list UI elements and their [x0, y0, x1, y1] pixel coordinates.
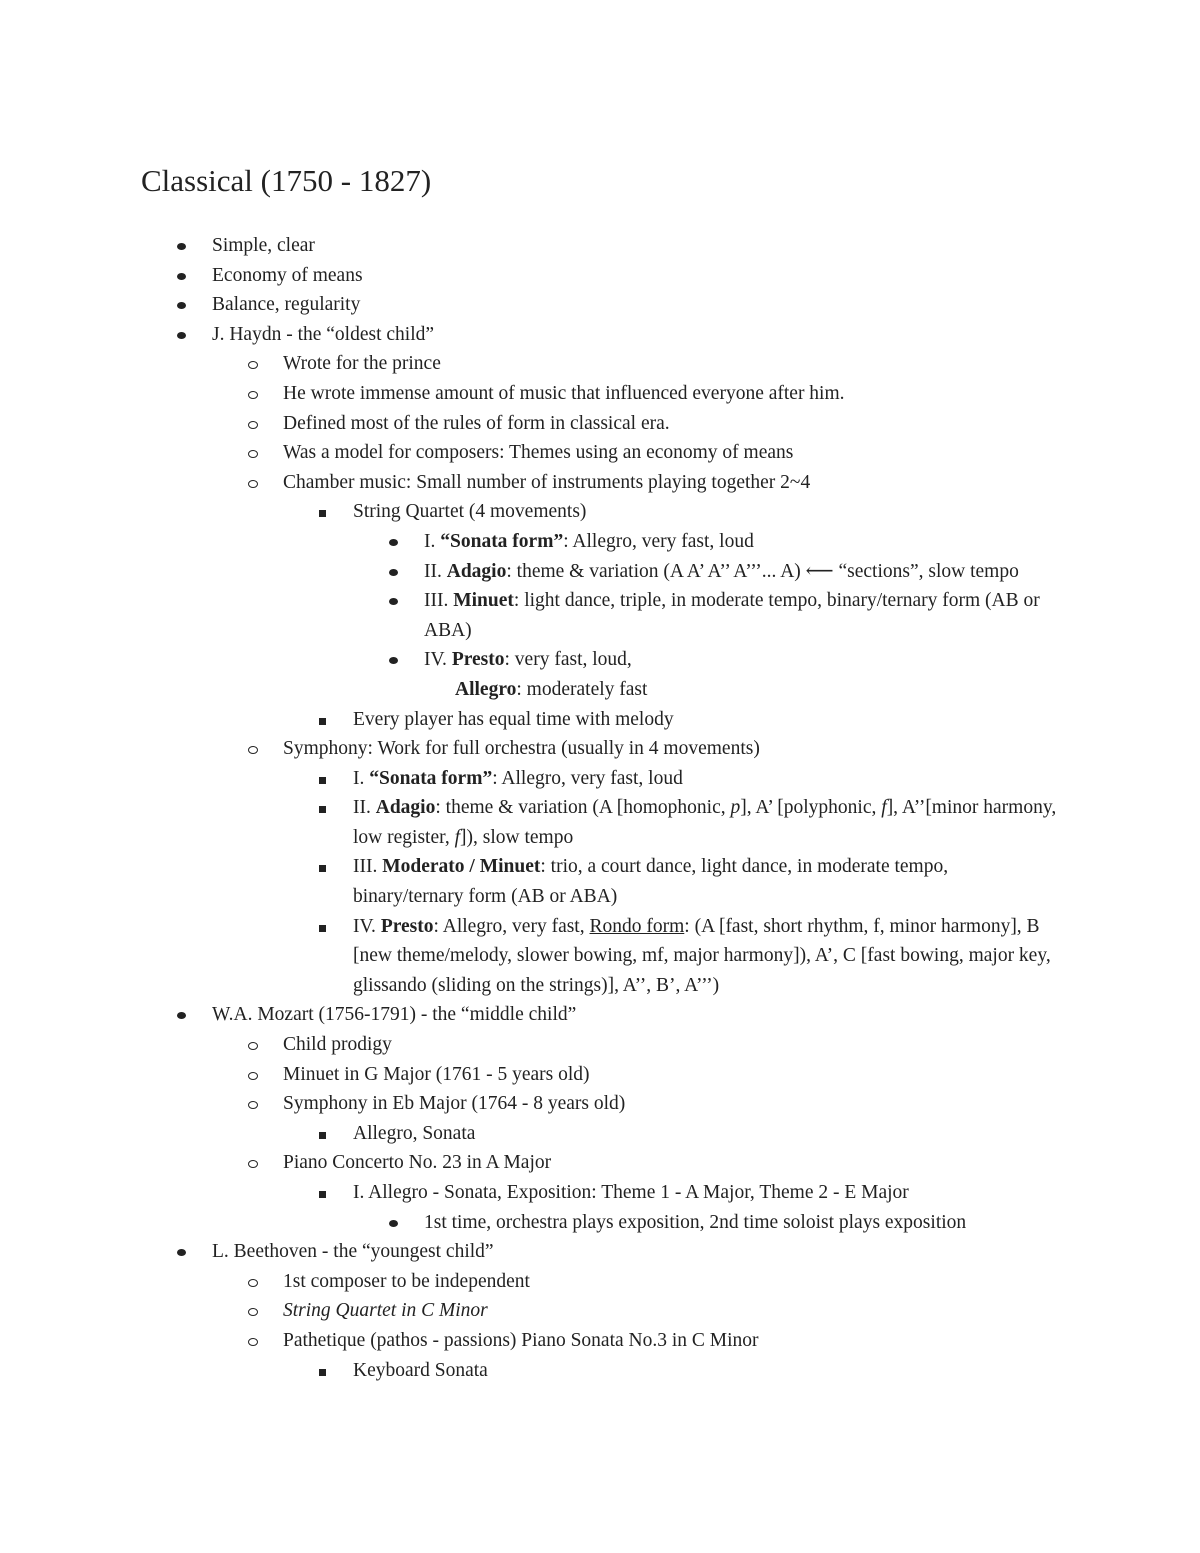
list-item: IV. Presto: Allegro, very fast, Rondo form: (A [fast, short rhythm, f, minor harmony], B [new theme/melody, slower bowing, mf, major harmony]), A’, C [fast bowing, major key, glissando (sliding on the strings)], A’’, B’, A’’’) — [353, 915, 1051, 996]
list-item: II. Adagio: theme & variation (A [homophonic, p], A’ [polyphonic, f], A’’[minor harmony, low register, f]), slow tempo — [353, 797, 1057, 848]
list-item: III. Minuet: light dance, triple, in moderate tempo, binary/ternary form (AB or ABA) — [424, 590, 1040, 641]
list-item: Defined most of the rules of form in classical era. — [283, 412, 670, 434]
list-item: I. “Sonata form”: Allegro, very fast, loud — [424, 530, 754, 552]
list-item: Minuet in G Major (1761 - 5 years old) — [283, 1063, 590, 1085]
list-item: II. Adagio: theme & variation (A A’ A’’ A’’’... A) ⟵ “sections”, slow tempo — [424, 560, 1019, 582]
list-item: String Quartet in C Minor — [283, 1300, 488, 1322]
list-item: I. Allegro - Sonata, Exposition: Theme 1 - A Major, Theme 2 - E Major — [353, 1182, 909, 1203]
list-item: Pathetique (pathos - passions) Piano Sonata No.3 in C Minor — [283, 1329, 759, 1351]
list-item: String Quartet (4 movements) — [353, 501, 587, 523]
list-item-haydn: J. Haydn - the “oldest child” — [212, 323, 435, 345]
list-item: He wrote immense amount of music that influenced everyone after him. — [283, 382, 845, 404]
list-item-continuation: Allegro: moderately fast — [455, 678, 648, 700]
list-item: I. “Sonata form”: Allegro, very fast, loud — [353, 767, 683, 789]
list-item: 1st composer to be independent — [283, 1270, 530, 1292]
list-item: Symphony in Eb Major (1764 - 8 years old) — [283, 1093, 626, 1115]
list-item: 1st time, orchestra plays exposition, 2nd time soloist plays exposition — [424, 1211, 967, 1233]
list-item: Keyboard Sonata — [353, 1359, 488, 1381]
list-item: Child prodigy — [283, 1034, 392, 1056]
list-item: Every player has equal time with melody — [353, 708, 674, 730]
list-item: Economy of means — [212, 264, 363, 286]
list-item: Wrote for the prince — [283, 353, 441, 375]
list-item-mozart: W.A. Mozart (1756-1791) - the “middle child” — [212, 1004, 577, 1026]
list-item: Chamber music: Small number of instruments playing together 2~4 — [283, 471, 811, 493]
list-item: Was a model for composers: Themes using an economy of means — [283, 442, 794, 464]
list-item: Piano Concerto No. 23 in A Major — [283, 1152, 552, 1174]
list-item: Allegro, Sonata — [353, 1122, 476, 1144]
outline-list — [0, 231, 1200, 1385]
list-item-beethoven: L. Beethoven - the “youngest child” — [212, 1241, 494, 1263]
list-item: III. Moderato / Minuet: trio, a court dance, light dance, in moderate tempo, binary/ternary form (AB or ABA) — [353, 856, 949, 908]
page-title: Classical (1750 - 1827) — [141, 163, 432, 198]
list-item: Balance, regularity — [212, 294, 361, 316]
list-item: Simple, clear — [212, 235, 315, 256]
list-item: IV. Presto: very fast, loud, — [424, 649, 632, 671]
list-item: Symphony: Work for full orchestra (usually in 4 movements) — [283, 738, 760, 760]
